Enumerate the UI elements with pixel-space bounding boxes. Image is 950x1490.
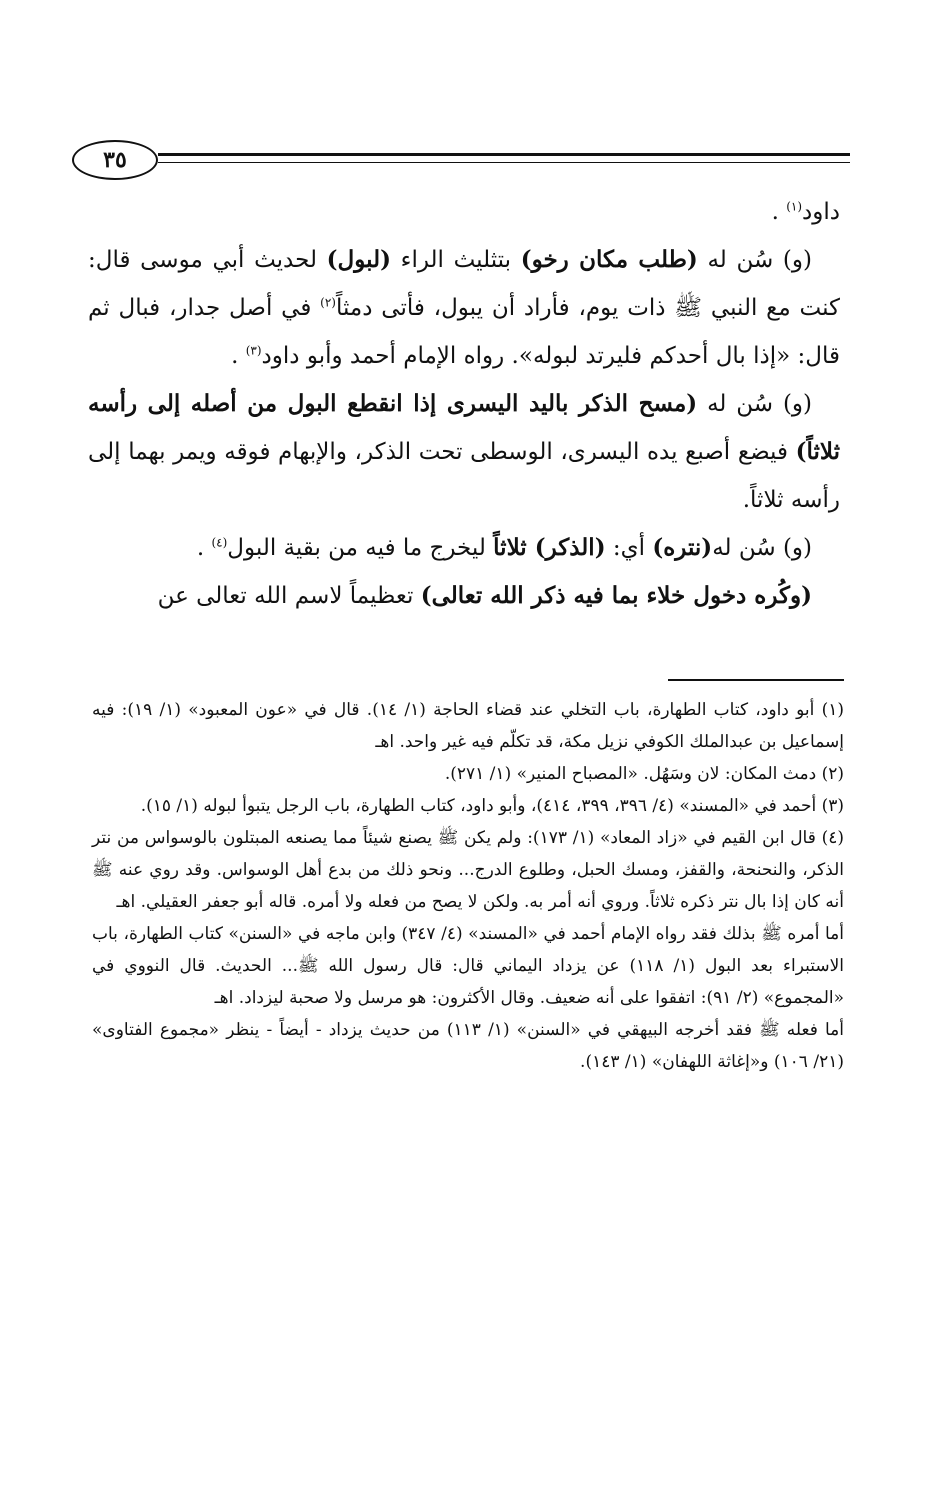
matn-bold: (نتره) — [652, 534, 713, 561]
text: (و) سُن له — [697, 247, 812, 273]
footnote-4-cont-2: أما فعله ﷺ فقد أخرجه البيهقي في «السنن» (١/ ١١٣) من حديث يزداد - أيضاً - ينظر «مجموع الفتاوى» (٢١/ ١٠٦) و«إغاثة اللهفان» (١/ ١٤٣). — [92, 1020, 844, 1072]
matn-bold: (مسح الذكر باليد اليسرى إذا انقطع البول من أصله إلى رأسه ثلاثاً) — [88, 390, 840, 465]
header-rule-thick — [158, 153, 850, 156]
matn-bold: (الذكر) ثلاثاً — [493, 534, 606, 561]
text: في أصل جدار، فبال ثم قال: «إذا بال أحدكم فليرتد لبوله». رواه الإمام أحمد وأبو داود — [88, 295, 840, 369]
footnote-2: (٢) دمث المكان: لان وسَهُل. «المصباح المنير» (١/ ٢٧١). — [444, 764, 844, 784]
text: . — [231, 343, 246, 369]
matn-bold: (طلب مكان رخو) — [520, 246, 698, 273]
footnote-4: (٤) قال ابن القيم في «زاد المعاد» (١/ ١٧٣): ولم يكن ﷺ يصنع شيئاً مما يصنعه المبتلون بالوسواس من نتر الذكر، والنحنحة، والقفز، ومسك الحبل، وطلوع الدرج... ونحو ذلك من بدع أهل الوسواس. وقد روي عنه ﷺ أنه كان إذا بال نتر ذكره ثلاثاً. وروي أنه أمر به. ولكن لا يصح من فعله ولا أمره. قاله أبو جعفر العقيلي. اهـ — [92, 828, 845, 912]
footnote-ref: (٣) — [245, 343, 262, 358]
main-paragraph-2 — [88, 380, 840, 524]
page-header — [72, 138, 850, 182]
footnote-ref: (٤) — [211, 535, 228, 550]
matn-bold: (لبول) — [326, 246, 391, 273]
text: تعظيماً لاسم الله تعالى عن — [157, 583, 421, 609]
footnotes — [92, 694, 844, 1078]
text: داود — [802, 199, 840, 225]
footnote-3: (٣) أحمد في «المسند» (٤/ ٣٩٦، ٣٩٩، ٤١٤)، وأبو داود، كتاب الطهارة، باب الرجل يتبوأ لبوله (١/ ١٥). — [140, 796, 844, 816]
text: . — [196, 535, 212, 561]
footnote-4-cont-1: أما أمره ﷺ بذلك فقد رواه الإمام أحمد في «المسند» (٤/ ٣٤٧) وابن ماجه في «السنن» كتاب الطهارة، باب الاستبراء بعد البول (١/ ١١٨) عن يزداد اليماني قال: قال رسول الله ﷺ... الحديث. قال النووي في «المجموع» (٢/ ٩١): اتفقوا على أنه ضعيف. وقال الأكثرون: هو مرسل ولا صحبة ليزداد. اهـ — [92, 924, 845, 1008]
text: (و) سُن له — [712, 535, 812, 561]
text: لحديث أبي موسى قال: كنت مع النبي ﷺ ذات يوم، فأراد أن يبول، فأتى دمثاً — [88, 247, 840, 321]
main-paragraph-1 — [88, 236, 840, 380]
footnote-ref: (٢) — [320, 295, 336, 310]
text: . — [771, 199, 787, 225]
text: ليخرج ما فيه من بقية البول — [227, 535, 494, 561]
header-rule-thin — [158, 162, 850, 163]
footnote-separator — [668, 679, 844, 681]
text: بتثليث الراء — [390, 247, 521, 273]
text: أي: — [605, 535, 653, 561]
main-paragraph-3 — [88, 524, 840, 572]
matn-bold: (وكُره دخول خلاء بما فيه ذكر الله تعالى) — [420, 582, 812, 609]
text: (و) سُن له — [697, 391, 812, 417]
main-text — [88, 188, 840, 620]
main-paragraph-0 — [88, 188, 840, 236]
footnote-ref: (١) — [786, 199, 803, 214]
main-paragraph-4 — [88, 572, 840, 620]
page-number: ٣٥ — [72, 140, 158, 180]
text: فيضع أصبع يده اليسرى، الوسطى تحت الذكر، والإبهام فوقه ويمر بهما إلى رأسه ثلاثاً. — [88, 439, 840, 513]
footnote-1: (١) أبو داود، كتاب الطهارة، باب التخلي عند قضاء الحاجة (١/ ١٤). قال في «عون المعبود» (١/ ١٩): فيه إسماعيل بن عبدالملك الكوفي نزيل مكة، قد تكلّم فيه غير واحد. اهـ — [92, 700, 845, 752]
